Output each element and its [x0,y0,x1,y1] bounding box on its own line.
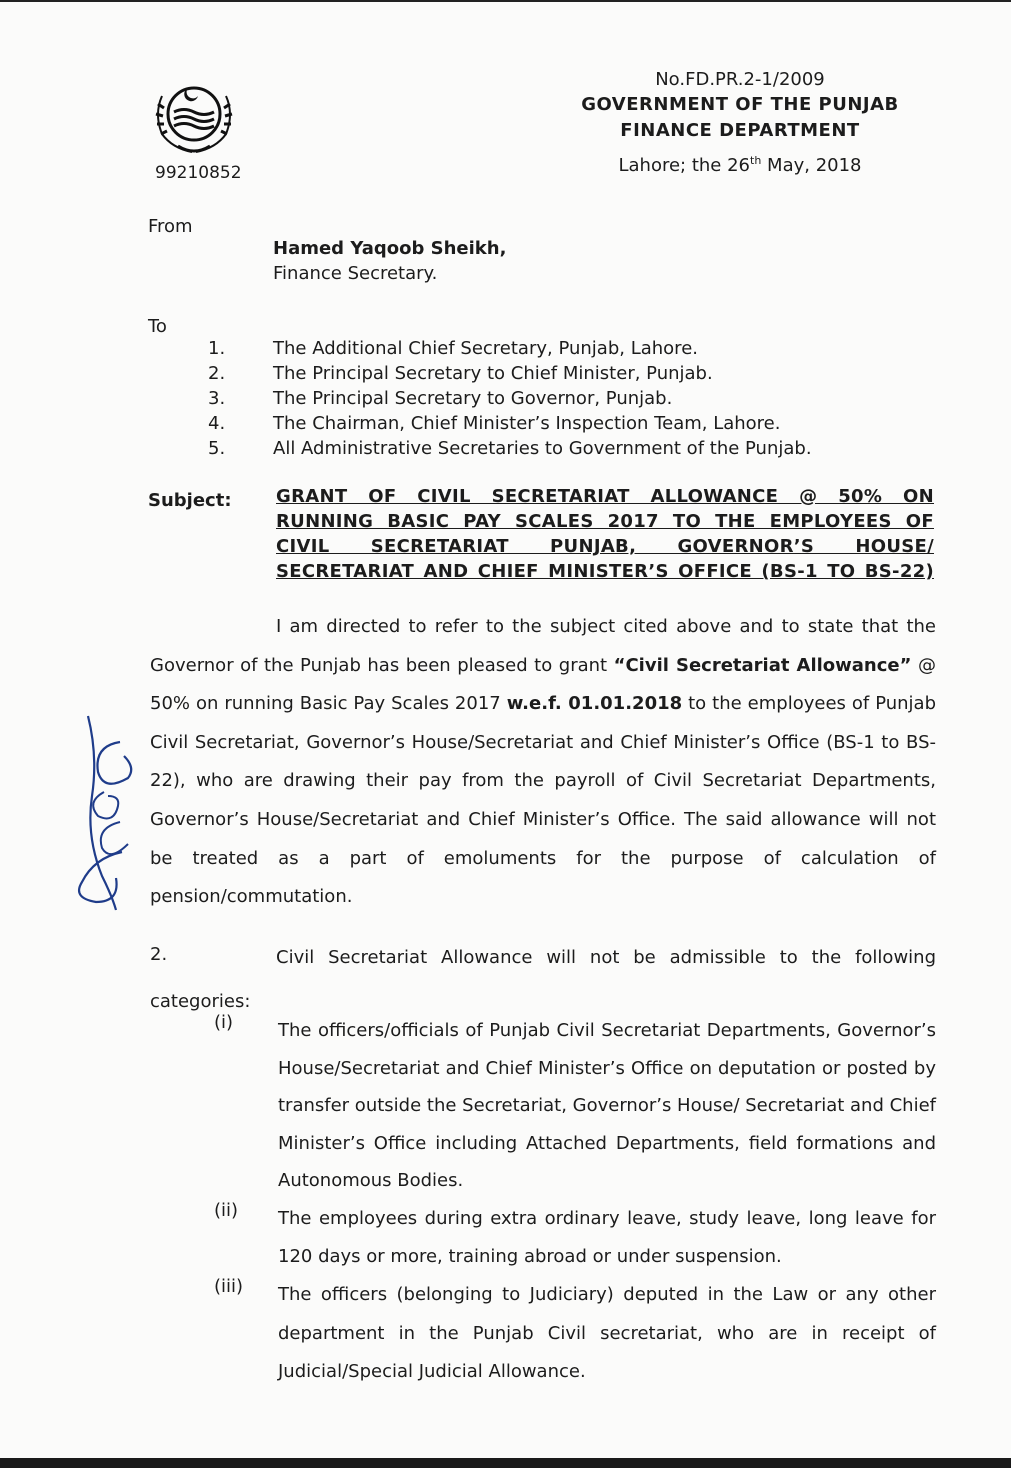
letterhead [560,68,920,176]
margin-signature [60,712,150,914]
letter-number: No.FD.PR.2-1/2009 [655,69,825,90]
subject-text: GRANT OF CIVIL SECRETARIAT ALLOWANCE @ 50% ON RUNNING BASIC PAY SCALES 2017 TO THE EMPLOYEES OF CIVIL SECRETARIAT PUNJAB, GOVERNOR’S HOUSE/ SECRETARIAT AND CHIEF MINISTER’S OFFICE (BS-1 TO BS-22) [276,486,934,582]
list-item: 5. All Administrative Secretaries to Government of the Punjab. [208,438,812,459]
government-name: GOVERNMENT OF THE PUNJAB [581,94,899,115]
paragraph-1: I am directed to refer to the subject cited above and to state that the Governor of the Punjab has been pleased to grant “Civil Secretariat Allowance” @ 50% on running Basic Pay Scales 2017 w.e.f. 01.01.2018 to the employees of Punjab Civil Secretariat, Governor’s House/Secretariat and Chief Minister’s Office (BS-1 to BS-22), who are drawing their pay from the payroll of Civil Secretariat Departments, Governor’s House/Secretariat and Chief Minister’s Office. The said allowance will not be treated as a part of emoluments for the purpose of calculation of pension/commutation. [150,616,937,908]
list-item: 2. The Principal Secretary to Chief Minister, Punjab. [208,363,713,384]
recipient-list [208,336,812,461]
list-item: 3. The Principal Secretary to Governor, Punjab. [208,388,673,409]
to-label: To [148,316,167,337]
paragraph-2-number: 2. [150,944,168,965]
paragraph-2: Civil Secretariat Allowance will not be admissible to the following categories: [150,947,936,1012]
department-name: FINANCE DEPARTMENT [620,120,860,141]
document-page: 99210852 No.FD.PR.2-1/2009 GOVERNMENT OF THE PUNJAB FINANCE DEPARTMENT Lahore; the 26th May, 2018 From Hamed Yaqoob Sheikh, Finance Secretary. To 1. The Additional Chief Secretary, Punjab, Lahore. 2. The Principal Secretary to Chief Minister, Punjab. 3. The Principal Secretary to Governor, Punjab. 4. The Chairman, Chief Minister’s Inspection Team, Lahore. 5. All Administrative Secretaries to Government of the Punjab. Subject: GRANT OF CIVIL SECRETARIAT ALLOWANCE @ 50% ON RUNNING BASIC PAY SCALES 2017 TO THE EMPLOYEES OF CIVIL SECRETARIAT PUNJAB, GOVERNOR’S HOUSE/ SECRETARIAT AND CHIEF MINISTER’S OFFICE (BS-1 TO BS-22) I am directed to refer to the subject cited above and to state that the Governor of the Punjab has been pleased to grant “Civil Secretariat Allowance” @ 50% on running Basic Pay Scales 2017 w.e.f. 01.01.2018 to the employees of Punjab Civil Secretariat, Governor’s House/Secretariat and Chief Minister’s Office (BS-1 to BS-22), who are drawing their pay from the payroll of Civil Secretariat Departments, Governor’s House/Secretariat and Chief Minister’s Office. The said allowance will not be treated as a part of emoluments for the purpose of calculation of pension/commutation. 2. Civil Secretariat Allowance will not be admissible to the following categories: (i) The officers/officials of Punjab Civil Secretariat Departments, Governor’s House/Secretariat and Chief Minister’s Office on deputation or posted by transfer outside the Secretariat, Governor’s House/ Secretariat and Chief Minister’s Office including Attached Departments, field formations and Autonomous Bodies. (ii) The employees during extra ordinary leave, study leave, long leave for 120 days or more, training abroad or under suspension. (iii) The officers (belonging to Judiciary) deputed in the Law or any other department in the Punjab Civil secretariat, who are in receipt of Judicial/Special Judicial Allowance. [0,0,1011,1468]
punjab-government-emblem [148,74,240,160]
subject-label: Subject: [148,490,232,511]
sender-name: Hamed Yaqoob Sheikh, [273,238,507,259]
diary-number: 99210852 [155,163,242,183]
list-item: 4. The Chairman, Chief Minister’s Inspection Team, Lahore. [208,413,781,434]
letter-date: Lahore; the 26th May, 2018 [618,154,862,176]
from-label: From [148,216,193,237]
bottom-border [0,1458,1011,1468]
sender-title: Finance Secretary. [273,263,438,284]
top-border [0,0,1011,2]
list-item: 1. The Additional Chief Secretary, Punjab, Lahore. [208,338,698,359]
